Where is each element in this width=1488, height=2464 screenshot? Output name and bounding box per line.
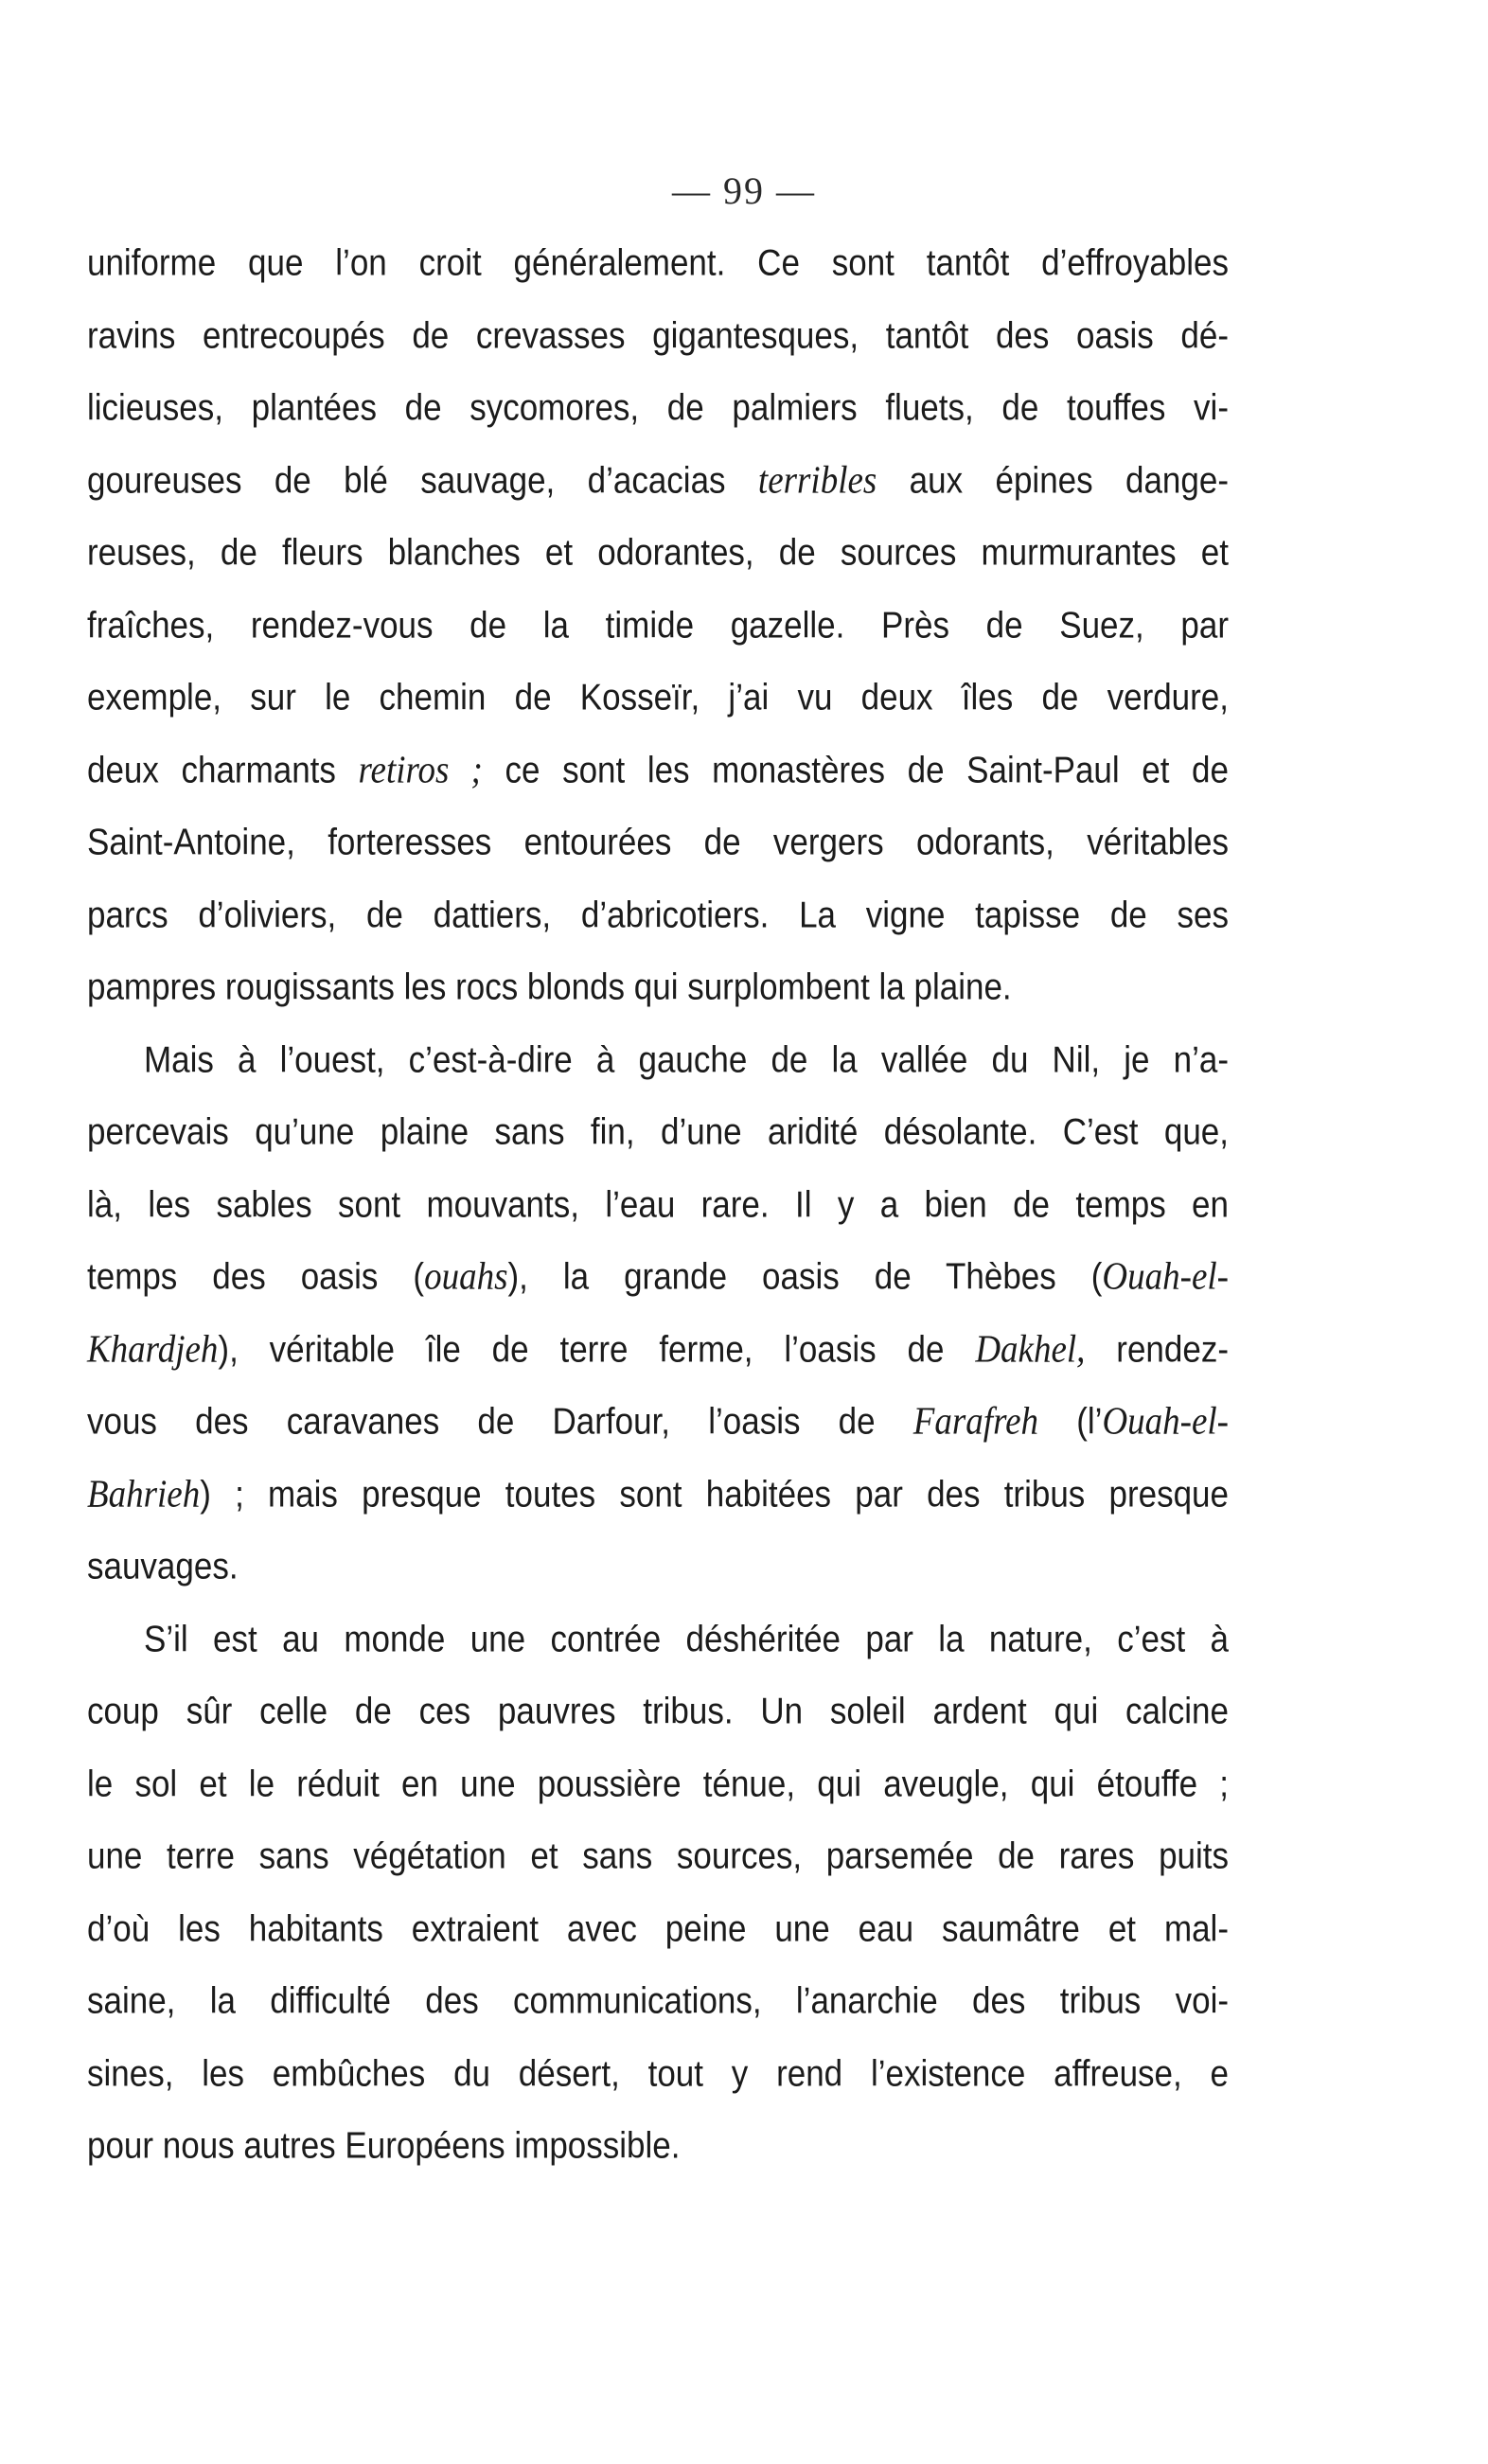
text-span: une terre sans végétation et sans sources, parsemée de rares puits (87, 1835, 1229, 1877)
text-span: percevais qu’une plaine sans fin, d’une aridité désolante. C’est que, (87, 1110, 1229, 1153)
text-line (87, 875, 1229, 956)
text-span: S’il est au monde une contrée déshéritée par la nature, c’est à (144, 1618, 1229, 1659)
italic-text: Ouah-el- (1102, 1399, 1230, 1444)
text-line (87, 1526, 1229, 1607)
text-span: ce sont les monastères de Saint-Paul et de (482, 749, 1229, 790)
text-span: rendez- (1085, 1328, 1229, 1370)
text-span: coup sûr celle de ces pauvres tribus. Un soleil ardent qui calcine (87, 1690, 1229, 1732)
text-span: pampres rougissants les rocs blonds qui surplombent la plaine. (87, 966, 1012, 1008)
text-line (87, 1091, 1229, 1173)
text-line (87, 585, 1229, 666)
text-span: vous des caravanes de Darfour, l’oasis de (87, 1400, 913, 1443)
text-span: ), véritable île de terre ferme, l’oasis de (218, 1328, 976, 1370)
italic-text: Farafreh (912, 1399, 1039, 1444)
text-line (87, 730, 1229, 811)
text-span: sines, les embûches du désert, tout y rend l’existence affreuse, e (87, 2052, 1229, 2094)
text-span: saine, la difficulté des communications, l’anarchie des tribus voi- (87, 1979, 1229, 2022)
text-line (87, 512, 1229, 594)
text-line (87, 1236, 1229, 1318)
text-span: temps des oasis ( (87, 1255, 425, 1298)
text-span: ), la grande oasis de Thèbes ( (507, 1255, 1103, 1298)
text-line (87, 1599, 1229, 1680)
text-span: parcs d’oliviers, de dattiers, d’abricotiers. La vigne tapisse de ses (87, 894, 1229, 935)
text-line (87, 1019, 1229, 1101)
text-span: le sol et le réduit en une poussière ténue, qui aveugle, qui étouffe ; (87, 1763, 1229, 1804)
text-span: pour nous autres Européens impossible. (87, 2124, 681, 2167)
text-line (87, 1309, 1229, 1391)
text-span: (l’ (1038, 1400, 1103, 1443)
text-span: aux épines dange- (877, 459, 1229, 501)
text-line (87, 440, 1229, 522)
text-line (87, 1381, 1229, 1462)
text-line (87, 2105, 1229, 2187)
text-line (87, 295, 1229, 377)
text-line (87, 222, 1229, 304)
text-span: sauvages. (87, 1545, 239, 1587)
italic-text: ouahs (424, 1254, 508, 1299)
text-line (87, 367, 1229, 449)
text-line (87, 2033, 1229, 2115)
text-line (87, 1744, 1229, 1825)
italic-text: retiros ; (358, 747, 483, 791)
text-line (87, 1454, 1229, 1535)
text-span: Saint-Antoine, forteresses entourées de vergers odorants, véritables (87, 821, 1229, 863)
italic-text: Dakhel, (975, 1326, 1086, 1371)
text-line (87, 1960, 1229, 2042)
text-line (87, 1888, 1229, 1970)
italic-text: Khardjeh (87, 1326, 219, 1371)
text-span: reuses, de fleurs blanches et odorantes, de sources murmurantes et (87, 531, 1229, 574)
text-line (87, 802, 1229, 883)
text-line (87, 947, 1229, 1028)
text-span: licieuses, plantées de sycomores, de palmiers fluets, de touffes vi- (87, 386, 1229, 429)
text-line (87, 1671, 1229, 1752)
text-span: uniforme que l’on croit généralement. Ce sont tantôt d’effroyables (87, 241, 1229, 284)
italic-text: Ouah-el- (1102, 1254, 1229, 1299)
text-span: exemple, sur le chemin de Kosseïr, j’ai vu deux îles de verdure, (87, 676, 1229, 718)
text-line (87, 657, 1229, 738)
body-text (87, 227, 1229, 2183)
text-span: ) ; mais presque toutes sont habitées par des tribus presque (200, 1473, 1229, 1515)
text-span: Mais à l’ouest, c’est-à-dire à gauche de la vallée du Nil, je n’a- (144, 1038, 1229, 1080)
text-line (87, 1164, 1229, 1246)
text-span: d’où les habitants extraient avec peine une eau saumâtre et mal- (87, 1907, 1229, 1949)
text-line (87, 1816, 1229, 1897)
italic-text: Bahrieh (87, 1471, 201, 1516)
text-span: là, les sables sont mouvants, l’eau rare. Il y a bien de temps en (87, 1183, 1229, 1225)
text-span: goureuses de blé sauvage, d’acacias (87, 459, 758, 501)
italic-text: terribles (757, 457, 877, 502)
text-span: deux charmants (87, 749, 359, 790)
page-number: — 99 — (672, 169, 816, 212)
text-span: fraîches, rendez-vous de la timide gazelle. Près de Suez, par (87, 604, 1229, 646)
text-span: ravins entrecoupés de crevasses gigantesques, tantôt des oasis dé- (87, 314, 1229, 356)
